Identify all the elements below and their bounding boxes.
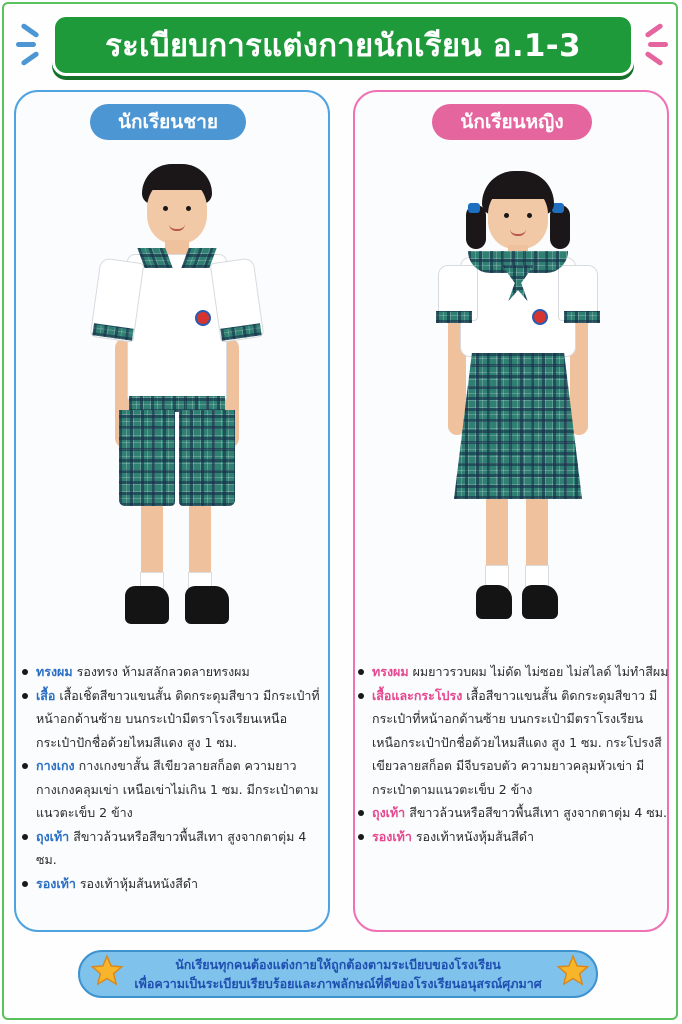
detail-label: รองเท้า — [372, 828, 412, 844]
list-item — [22, 660, 326, 684]
girl-uniform-figure — [428, 165, 608, 635]
list-item — [22, 872, 326, 896]
detail-label: ทรงผม — [36, 664, 73, 679]
detail-text: เสื้อเชิ้ตสีขาวแขนสั้น ติดกระดุมสีขาว มีกระเป๋าที่หน้าอกด้านซ้าย บนกระเป๋ามีตราโรงเรียนเหนือกระเป๋าปักชื่อด้วยไหมสีแดง สูง 1 ซม. — [36, 687, 320, 750]
detail-label: เสื้อและกระโปรง — [372, 687, 463, 703]
detail-text: รองเท้าหุ้มส้นหนังสีดำ — [79, 875, 199, 891]
detail-label: รองเท้า — [36, 875, 76, 891]
boy-uniform-figure — [85, 160, 265, 630]
detail-label: เสื้อ — [36, 687, 56, 703]
detail-text: รองทรง ห้ามสลักลวดลายทรงผม — [76, 664, 250, 679]
footer-note — [78, 950, 598, 998]
girl-heading: นักเรียนหญิง — [432, 104, 592, 140]
footer-line-1: นักเรียนทุกคนต้องแต่งกายให้ถูกต้องตามระเบียบของโรงเรียน — [175, 957, 501, 972]
list-item — [22, 825, 326, 872]
detail-label: กางเกง — [36, 758, 75, 773]
detail-text: ผมยาวรวบผม ไม่ดัด ไม่ซอย ไม่สไลด์ ไม่ทำสีผม — [412, 664, 669, 679]
list-item — [22, 754, 326, 825]
detail-label: ถุงเท้า — [372, 805, 406, 820]
boy-uniform-details — [22, 660, 326, 895]
detail-label: ถุงเท้า — [36, 828, 70, 844]
list-item — [358, 684, 670, 802]
girl-uniform-details — [358, 660, 670, 848]
detail-text: กางเกงขาสั้น สีเขียวลายสก็อต ความยาวกางเกงคลุมเข่า เหนือเข่าไม่เกิน 1 ซม. มีกระเป๋าตามแนวตะเข็บ 2 ข้าง — [36, 758, 319, 820]
title-accent-right — [648, 42, 668, 47]
list-item — [358, 825, 670, 849]
star-icon — [90, 954, 124, 988]
page-title: ระเบียบการแต่งกายนักเรียน อ.1-3 — [52, 14, 634, 76]
detail-text: สีขาวล้วนหรือสีขาวพื้นสีเทา สูงจากตาตุ่ม 4 ซม. — [409, 805, 667, 820]
list-item — [358, 660, 670, 684]
detail-label: ทรงผม — [372, 664, 409, 679]
detail-text: สีขาวล้วนหรือสีขาวพื้นสีเทา สูงจากตาตุ่ม 4 ซม. — [36, 828, 307, 867]
list-item — [22, 684, 326, 755]
footer-line-2: เพื่อความเป็นระเบียบเรียบร้อยและภาพลักษณ์ที่ดีของโรงเรียนอนุสรณ์ศุภมาศ — [134, 976, 542, 991]
detail-text: เสื้อสีขาวแขนสั้น ติดกระดุมสีขาว มีกระเป๋าที่หน้าอกด้านซ้าย บนกระเป๋ามีตราโรงเรียนเหนือกระเป๋าปักชื่อด้วยไหมสีแดง สูง 1 ซม. กระโปรงสีเขียวลายสก็อต มีจีบรอบตัว ความยาวคลุมหัวเข่า มีกระเป๋าตามแนวตะเข็บ 2 ข้าง — [372, 687, 662, 797]
list-item — [358, 801, 670, 825]
boy-heading: นักเรียนชาย — [90, 104, 246, 140]
detail-text: รองเท้าหนังหุ้มส้นสีดำ — [415, 828, 535, 844]
title-accent-left — [16, 42, 36, 47]
star-icon — [556, 954, 590, 988]
